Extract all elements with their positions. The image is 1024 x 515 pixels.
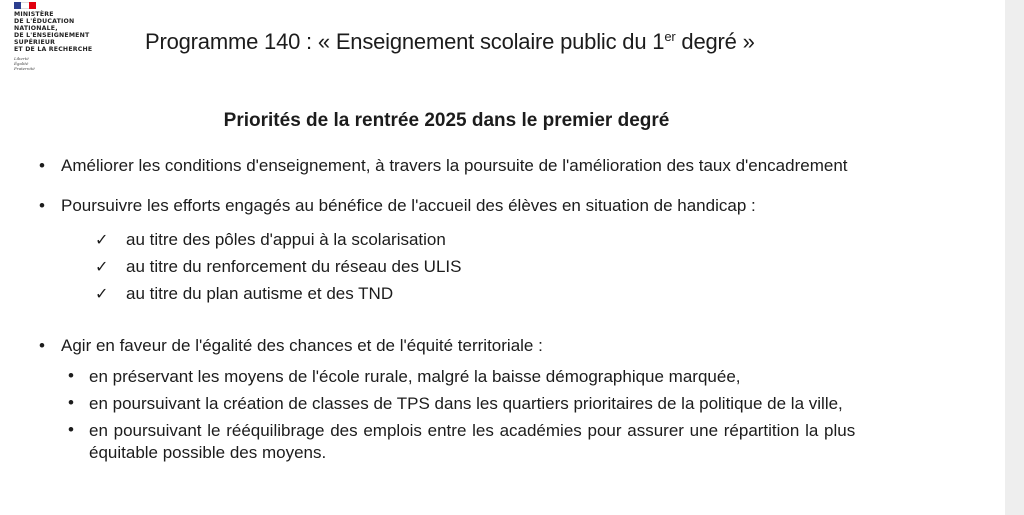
- bullet-dot: •: [68, 420, 74, 439]
- bullet-dot: •: [68, 366, 74, 385]
- checkmark-icon: ✓: [95, 257, 109, 276]
- sub-bullet-text: en poursuivant la création de classes de TPS dans les quartiers prioritaires de la politique de la ville,: [89, 394, 843, 413]
- checkmark-icon: ✓: [95, 284, 109, 303]
- checkmark-icon: ✓: [95, 230, 109, 249]
- logo-text: MINISTÈRE DE L'ÉDUCATION NATIONALE, DE L'ENSEIGNEMENT SUPÉRIEUR ET DE LA RECHERCHE: [14, 11, 93, 53]
- logo-motto: Liberté Égalité Fraternité: [14, 56, 35, 71]
- check-text: au titre des pôles d'appui à la scolarisation: [126, 230, 446, 249]
- page-edge: [1005, 0, 1024, 515]
- bullet-dot: •: [39, 336, 45, 355]
- check-text: au titre du renforcement du réseau des ULIS: [126, 257, 462, 276]
- bullet-dot: •: [39, 156, 45, 175]
- bullet-text: Poursuivre les efforts engagés au bénéfice de l'accueil des élèves en situation de handicap :: [61, 196, 756, 215]
- ministry-logo: [14, 2, 124, 71]
- slide-title: Programme 140 : « Enseignement scolaire public du 1er degré »: [145, 29, 755, 54]
- sub-bullet-text-continued: équitable possible des moyens.: [89, 443, 327, 462]
- sub-bullet-text: en poursuivant le rééquilibrage des emplois entre les académies pour assurer une répartition la plus: [89, 421, 856, 440]
- bullet-dot: •: [68, 393, 74, 412]
- sub-bullet-text: en préservant les moyens de l'école rurale, malgré la baisse démographique marquée,: [89, 367, 741, 386]
- french-flag-icon: [14, 2, 36, 9]
- check-text: au titre du plan autisme et des TND: [126, 284, 394, 303]
- bullet-dot: •: [39, 196, 45, 215]
- section-heading: Priorités de la rentrée 2025 dans le premier degré: [223, 110, 670, 131]
- bullet-text: Agir en faveur de l'égalité des chances et de l'équité territoriale :: [61, 336, 543, 355]
- bullet-text: Améliorer les conditions d'enseignement, à travers la poursuite de l'amélioration des taux d'encadrement: [61, 156, 848, 175]
